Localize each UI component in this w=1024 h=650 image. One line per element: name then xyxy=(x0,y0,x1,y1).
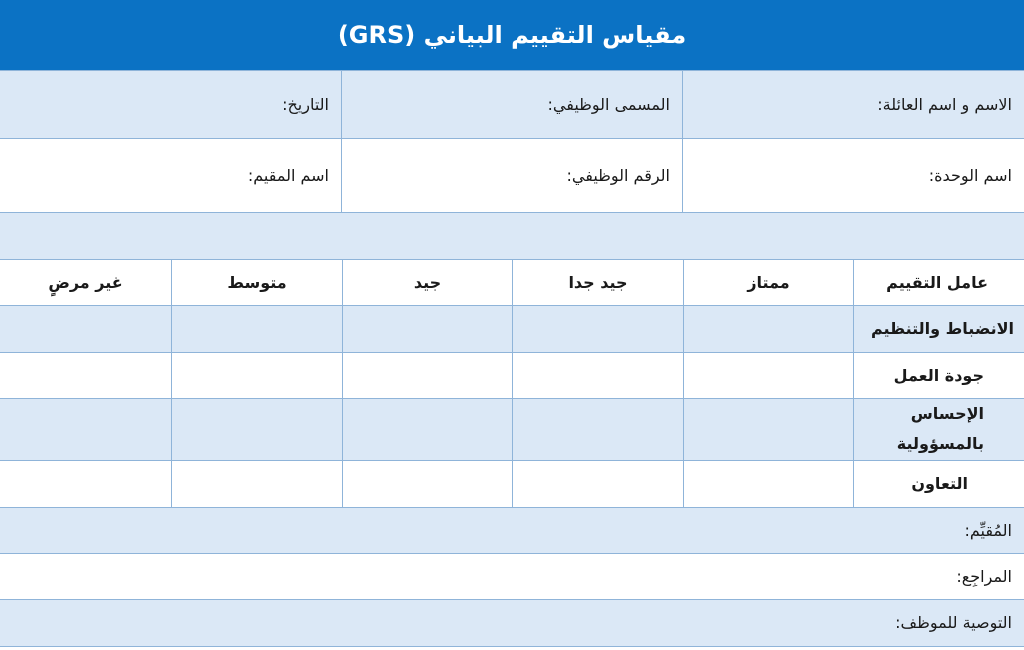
rating-cell[interactable] xyxy=(171,460,342,507)
unit-field[interactable] xyxy=(682,138,1024,212)
grid-line xyxy=(0,212,1024,213)
grid-line xyxy=(0,398,1024,399)
name-field[interactable] xyxy=(682,70,1024,138)
rating-cell[interactable] xyxy=(342,460,512,507)
rating-cell[interactable] xyxy=(0,305,171,352)
rating-cell[interactable] xyxy=(683,305,853,352)
grid-line xyxy=(0,553,1024,554)
rating-cell[interactable] xyxy=(342,305,512,352)
rating-cell[interactable] xyxy=(0,460,171,507)
factor-cooperation: التعاون xyxy=(853,460,1024,507)
header-average: متوسط xyxy=(171,259,342,305)
grid-line xyxy=(0,70,1024,71)
evaluator-name-label: اسم المقيم: xyxy=(247,165,329,185)
rating-cell[interactable] xyxy=(683,460,853,507)
job-title-label: المسمى الوظيفي: xyxy=(547,94,670,114)
table-row xyxy=(0,460,1024,507)
evaluator-name-field[interactable] xyxy=(0,138,341,212)
grid-line xyxy=(0,646,1024,647)
job-title-field[interactable] xyxy=(341,70,682,138)
table-row xyxy=(0,305,1024,352)
rating-cell[interactable] xyxy=(512,460,683,507)
rating-cell[interactable] xyxy=(171,352,342,398)
rating-cell[interactable] xyxy=(0,398,171,460)
factor-discipline: الانضباط والتنظيم xyxy=(853,305,1024,352)
evaluator-label: المُقيِّم: xyxy=(964,520,1012,540)
rating-cell[interactable] xyxy=(512,352,683,398)
table-row xyxy=(0,398,1024,460)
info-row-2 xyxy=(0,138,1024,212)
rating-cell[interactable] xyxy=(171,305,342,352)
header-good: جيد xyxy=(342,259,512,305)
rating-cell[interactable] xyxy=(512,398,683,460)
rating-cell[interactable] xyxy=(171,398,342,460)
table-row xyxy=(0,352,1024,398)
grid-line xyxy=(0,507,1024,508)
info-row-1 xyxy=(0,70,1024,138)
recommendation-field[interactable] xyxy=(0,599,1024,646)
unit-label: اسم الوحدة: xyxy=(928,165,1012,185)
header-very-good: جيد جدا xyxy=(512,259,683,305)
rating-cell[interactable] xyxy=(0,352,171,398)
separator-band xyxy=(0,212,1024,259)
grid-line xyxy=(0,138,1024,139)
evaluator-field[interactable] xyxy=(0,507,1024,553)
reviewer-row[interactable] xyxy=(0,553,1024,599)
grid-line xyxy=(0,460,1024,461)
evaluator-row[interactable] xyxy=(0,507,1024,553)
factor-work-quality: جودة العمل xyxy=(853,352,1024,398)
grid-line xyxy=(0,599,1024,600)
grid-line xyxy=(0,352,1024,353)
rating-cell[interactable] xyxy=(683,398,853,460)
form-title: مقياس التقييم البياني (GRS) xyxy=(0,0,1024,70)
job-number-label: الرقم الوظيفي: xyxy=(566,165,670,185)
name-label: الاسم و اسم العائلة: xyxy=(877,94,1012,114)
date-field[interactable] xyxy=(0,70,341,138)
rating-cell[interactable] xyxy=(512,305,683,352)
recommendation-row[interactable] xyxy=(0,599,1024,646)
reviewer-label: المراجِع: xyxy=(956,566,1012,586)
rating-cell[interactable] xyxy=(683,352,853,398)
date-label: التاريخ: xyxy=(282,94,329,114)
reviewer-field[interactable] xyxy=(0,553,1024,599)
header-excellent: ممتاز xyxy=(683,259,853,305)
header-factor: عامل التقييم xyxy=(853,259,1024,305)
table-header-row xyxy=(0,259,1024,305)
job-number-field[interactable] xyxy=(341,138,682,212)
grid-line xyxy=(0,259,1024,260)
rating-cell[interactable] xyxy=(342,352,512,398)
recommendation-label: التوصية للموظف: xyxy=(895,613,1012,632)
header-unsatisfactory: غير مرضٍ xyxy=(48,272,123,292)
factor-responsibility: الإحساس بالمسؤولية xyxy=(853,398,1024,460)
rating-cell[interactable] xyxy=(342,398,512,460)
grid-line xyxy=(0,305,1024,306)
